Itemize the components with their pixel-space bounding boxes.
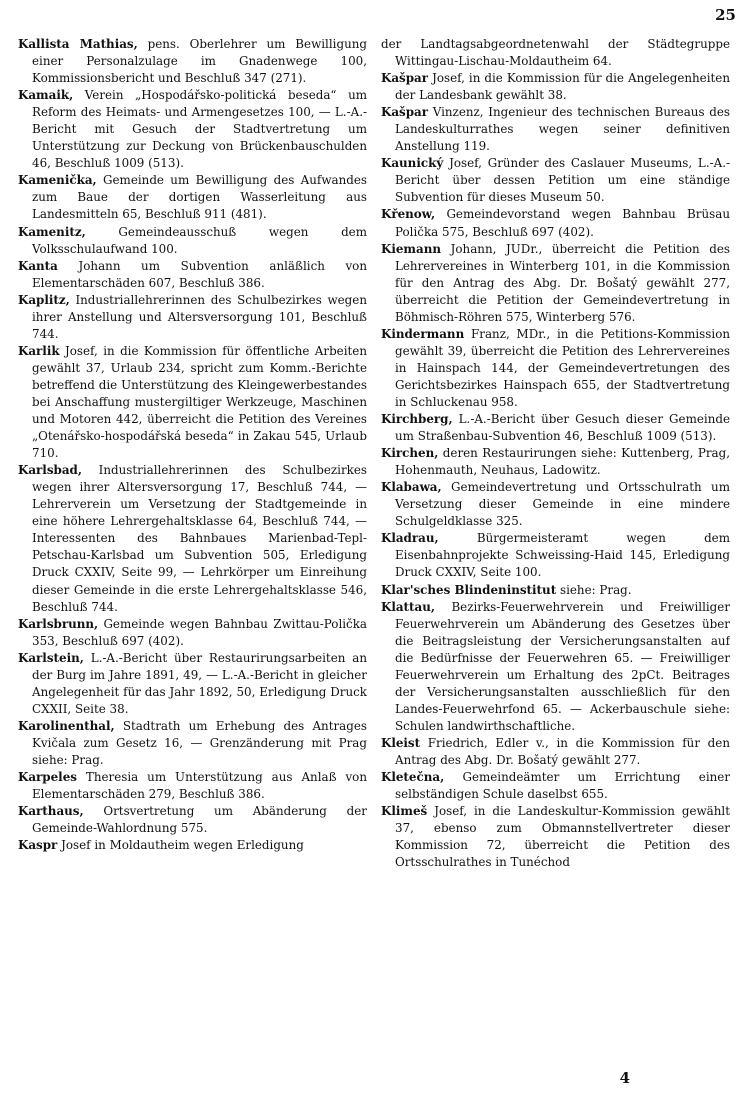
entry-headword: Kamenitz, (18, 224, 86, 239)
entry-headword: Kallista Mathias, (18, 37, 138, 51)
entry-headword: Kladrau, (381, 531, 439, 546)
entry-headword: Karthaus, (18, 804, 84, 819)
entry-headword: Klimeš (381, 804, 428, 819)
entry-headword: Kindermann (381, 326, 465, 341)
entry-headword: Klabawa, (381, 480, 442, 495)
index-entry (18, 803, 367, 837)
index-entry (381, 803, 730, 871)
entry-text: Josef, in die Landeskultur-Kommission gewählt 37, ebenso zum Obmannstellvertreter dieser Kommission 72, überreicht die Petition des Ortsschulrathes in Tunéchod (395, 804, 730, 870)
entry-text: pens. Oberlehrer um Bewilligung einer Personalzulage im Gnadenwege 100, Kommissionsbericht und Beschluß 347 (271). (32, 37, 367, 86)
entry-headword: Kletečna, (381, 770, 445, 785)
page-number: 25 (715, 6, 736, 24)
entry-text: Gemeinde um Bewilligung des Aufwandes zum Baue der dortigen Wasserleitung aus Landesmitteln 65, Beschluß 911 (481). (32, 173, 367, 222)
entry-headword: Karlstein, (18, 650, 84, 665)
entry-headword: Kanta (18, 258, 58, 273)
entry-text: Ortsvertretung um Abänderung der Gemeinde-Wahlordnung 575. (32, 804, 367, 836)
entry-text: Johann, JUDr., überreicht die Petition des Lehrervereines in Winterberg 101, in die Kommission für den Antrag des Abg. Dr. Bošatý gewählt 277, überreicht die Petition der Gemeindevertretung in Böhmisch-Röhren 575, Winterberg 576. (395, 241, 730, 324)
entry-headword: Kašpar (381, 71, 429, 86)
index-entry (381, 104, 730, 155)
entry-headword: Kašpar (381, 105, 429, 120)
index-entry (18, 343, 367, 462)
entry-text: Vinzenz, Ingenieur des technischen Bureaus des Landeskulturrathes wegen seiner definitiven Anstellung 119. (395, 105, 730, 154)
entry-text: Bürgermeisteramt wegen dem Eisenbahnprojekte Schweissing-Haid 145, Erledigung Druck CXXIV, Seite 100. (395, 531, 730, 580)
entry-text: Gemeindevorstand wegen Bahnbau Brüsau Polička 575, Beschluß 697 (402). (395, 207, 730, 239)
entry-text: Verein „Hospodářsko-politická beseda“ um Reform des Heimats- und Armengesetzes 100, — L.-A.-Bericht mit Gesuch der Stadtvertretung um Unterstützung zur Deckung von Brückenbauschulden 46, Beschluß 1009 (513). (32, 88, 367, 171)
index-entry (381, 445, 730, 479)
index-entry (381, 479, 730, 530)
right-column (381, 36, 730, 1070)
left-column (18, 36, 367, 1070)
entry-headword: Kamenička, (18, 173, 97, 188)
entry-headword: Kaplitz, (18, 292, 70, 307)
index-entry (381, 70, 730, 104)
entry-text: Josef, in die Kommission für öffentliche Arbeiten gewählt 37, Urlaub 234, spricht zum Komm.-Berichte betreffend die Unterstützung des Kleingewerbestandes bei Anschaffung mustergiltiger Werkzeuge, Maschinen und Motoren 442, überreicht die Petition des Vereines „Otenářsko-hospodářská beseda“ in Zakau 545, Urlaub 710. (32, 343, 367, 461)
index-entry (381, 326, 730, 411)
entry-headword: Klar'sches Blindeninstitut (381, 582, 557, 597)
entry-headword: Klattau, (381, 599, 436, 614)
entry-text: Bezirks-Feuerwehrverein und Freiwilliger Feuerwehrverein um Abänderung des Gesetzes über die Beitragsleistung der Versicherungsanstalten auf die Bedürfnisse der Feuerwehren 65. — Freiwilliger Feuerwehrverein um Erhaltung des 2pCt. Beitrages der Versicherungsanstalten ausschließlich für den Landes-Feuerwehrfond 65. — Ackerbauschule siehe: Schulen landwirthschaftliche. (395, 599, 730, 733)
entry-text: Gemeindeausschuß wegen dem Volksschulaufwand 100. (32, 224, 367, 256)
entry-text: Josef in Moldautheim wegen Erledigung (61, 838, 304, 853)
index-entry (381, 36, 730, 70)
entry-text: Josef, Gründer des Caslauer Museums, L.-A.-Bericht über dessen Petition um eine ständige Subvention für dieses Museum 50. (395, 156, 730, 205)
entry-text: Johann um Subvention anläßlich von Elementarschäden 607, Beschluß 386. (32, 258, 367, 290)
entry-headword: Karlsbrunn, (18, 616, 99, 631)
index-entry (18, 224, 367, 258)
entry-text: Industriallehrerinnen des Schulbezirkes wegen ihrer Altersversorgung 17, Beschluß 744, — Lehrerverein um Versetzung der Stadtgemeinde in eine höhere Lehrergehaltsklasse 64, Beschluß 744, — Interessenten des Bahnbaues Marienbad-Tepl-Petschau-Karlsbad um Subvention 505, Erledigung Druck CXXIV, Seite 99, — Lehrkörper um Einreihung dieser Gemeinde in die erste Lehrergehaltsklasse 546, Beschluß 744. (32, 463, 367, 614)
entry-headword: Kirchen, (381, 446, 439, 461)
index-entry (381, 735, 730, 769)
entry-headword: Karlsbad, (18, 463, 82, 478)
index-entry (18, 650, 367, 718)
entry-text: L.-A.-Bericht über Gesuch dieser Gemeinde um Straßenbau-Subvention 46, Beschluß 1009 (513). (395, 412, 730, 444)
entry-text: siehe: Prag. (559, 582, 632, 597)
entry-headword: Kaspr (18, 838, 58, 853)
index-entry (381, 530, 730, 581)
index-entry (18, 292, 367, 343)
entry-text: Friedrich, Edler v., in die Kommission für den Antrag des Abg. Dr. Bošatý gewählt 277. (395, 735, 730, 767)
index-entry (18, 172, 367, 223)
entry-text: Gemeinde wegen Bahnbau Zwittau-Polička 353, Beschluß 697 (402). (32, 616, 367, 648)
entry-headword: Kirchberg, (381, 412, 453, 427)
entry-headword: Kleist (381, 735, 421, 750)
entry-headword: Karpeles (18, 770, 77, 785)
entry-text: der Landtagsabgeordnetenwahl der Städtegruppe Wittingau-Lischau-Moldautheim 64. (381, 37, 730, 69)
index-entry (18, 258, 367, 292)
entry-text: L.-A.-Bericht über Restaurirungsarbeiten an der Burg im Jahre 1891, 49, — L.-A.-Bericht in gleicher Angelegenheit für das Jahr 1892, 50, Erledigung Druck CXXII, Seite 38. (32, 650, 367, 716)
entry-headword: Kiemann (381, 241, 441, 256)
entry-text: Franz, MDr., in die Petitions-Kommission gewählt 39, überreicht die Petition des Lehrervereines in Hainspach 144, der Gemeindevertretungen des Gerichtsbezirkes Hainspach 655, der Stadtvertretung in Schluckenau 958. (395, 326, 730, 409)
entry-text: deren Restaurirungen siehe: Kuttenberg, Prag, Hohenmauth, Neuhaus, Ladowitz. (395, 446, 730, 478)
entry-text: Gemeindevertretung und Ortsschulrath um Versetzung dieser Gemeinde in eine mindere Schulgeldklasse 325. (395, 480, 730, 529)
signature-mark: 4 (619, 1069, 630, 1087)
index-entry (381, 582, 730, 599)
entry-text: Stadtrath um Erhebung des Antrages Kvičala zum Gesetz 16, — Grenzänderung mit Prag siehe: Prag. (32, 718, 367, 767)
index-columns (18, 36, 730, 1070)
index-entry (381, 411, 730, 445)
entry-headword: Kamaik, (18, 88, 74, 103)
index-entry (18, 36, 367, 87)
entry-headword: Karolinenthal, (18, 718, 115, 733)
index-entry (381, 155, 730, 206)
index-entry (18, 718, 367, 769)
entry-text: Josef, in die Kommission für die Angelegenheiten der Landesbank gewählt 38. (395, 71, 730, 103)
index-entry (381, 599, 730, 735)
index-entry (18, 837, 367, 854)
index-entry (18, 462, 367, 615)
entry-text: Gemeindeämter um Errichtung einer selbständigen Schule daselbst 655. (395, 770, 730, 802)
index-entry (381, 769, 730, 803)
entry-headword: Kaunický (381, 156, 444, 171)
entry-text: Industriallehrerinnen des Schulbezirkes wegen ihrer Anstellung und Altersversorgung 101, Beschluß 744. (32, 292, 367, 341)
index-entry (381, 241, 730, 326)
entry-text: Theresia um Unterstützung aus Anlaß von Elementarschäden 279, Beschluß 386. (32, 770, 367, 802)
entry-headword: Křenow, (381, 207, 436, 222)
index-entry (381, 206, 730, 240)
index-entry (18, 616, 367, 650)
index-entry (18, 769, 367, 803)
index-entry (18, 87, 367, 172)
entry-headword: Karlik (18, 343, 60, 358)
